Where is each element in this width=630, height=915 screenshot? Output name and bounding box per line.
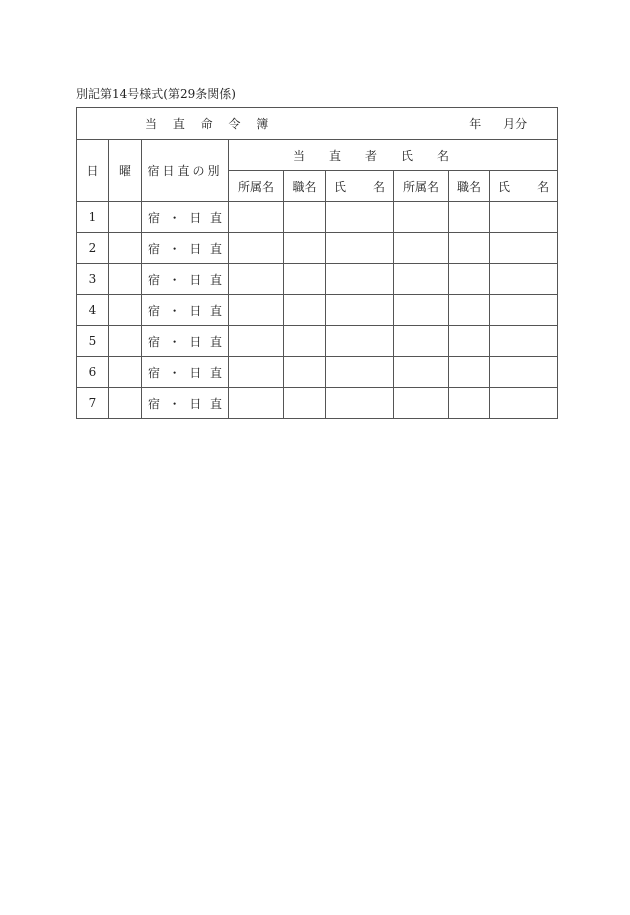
type-cell[interactable]	[142, 295, 229, 326]
type-b: 日	[189, 272, 202, 287]
weekday-cell[interactable]	[109, 295, 142, 326]
type-a: 宿	[148, 334, 161, 349]
month-label: 月分	[503, 117, 528, 131]
dept-cell[interactable]	[229, 357, 284, 388]
day-cell: 3	[77, 264, 109, 295]
position-cell[interactable]	[449, 295, 490, 326]
position-cell[interactable]	[284, 388, 326, 419]
name-cell[interactable]	[326, 388, 394, 419]
type-dot: ・	[168, 210, 181, 225]
type-b: 日	[189, 365, 202, 380]
header-type: 宿日直の別	[142, 140, 229, 202]
type-b: 日	[189, 241, 202, 256]
day-cell: 1	[77, 202, 109, 233]
dept-cell[interactable]	[394, 357, 449, 388]
type-c: 直	[209, 241, 222, 256]
type-cell[interactable]	[142, 264, 229, 295]
dept-cell[interactable]	[229, 264, 284, 295]
position-cell[interactable]	[449, 388, 490, 419]
duty-order-table	[76, 107, 558, 419]
position-cell[interactable]	[449, 326, 490, 357]
day-cell: 4	[77, 295, 109, 326]
type-a: 宿	[148, 396, 161, 411]
type-b: 日	[189, 210, 202, 225]
type-c: 直	[209, 210, 222, 225]
dept-cell[interactable]	[394, 295, 449, 326]
type-cell[interactable]	[142, 326, 229, 357]
position-cell[interactable]	[284, 202, 326, 233]
name-cell[interactable]	[326, 357, 394, 388]
name-b: 名	[537, 179, 550, 194]
table-row	[77, 357, 558, 388]
header-dept-1: 所属名	[229, 171, 284, 202]
dept-cell[interactable]	[394, 264, 449, 295]
position-cell[interactable]	[449, 233, 490, 264]
type-dot: ・	[168, 396, 181, 411]
weekday-cell[interactable]	[109, 326, 142, 357]
year-month-field	[469, 115, 527, 132]
type-a: 宿	[148, 272, 161, 287]
type-dot: ・	[168, 272, 181, 287]
table-row	[77, 326, 558, 357]
day-cell: 2	[77, 233, 109, 264]
dept-cell[interactable]	[229, 202, 284, 233]
dept-cell[interactable]	[394, 233, 449, 264]
name-cell[interactable]	[326, 326, 394, 357]
name-cell[interactable]	[490, 326, 558, 357]
dept-cell[interactable]	[394, 326, 449, 357]
position-cell[interactable]	[284, 295, 326, 326]
name-a: 氏	[334, 179, 347, 194]
year-label: 年	[469, 117, 482, 131]
name-cell[interactable]	[326, 264, 394, 295]
weekday-cell[interactable]	[109, 264, 142, 295]
position-cell[interactable]	[449, 357, 490, 388]
name-cell[interactable]	[490, 202, 558, 233]
weekday-cell[interactable]	[109, 233, 142, 264]
type-b: 日	[189, 396, 202, 411]
name-cell[interactable]	[326, 233, 394, 264]
weekday-cell[interactable]	[109, 388, 142, 419]
type-c: 直	[209, 365, 222, 380]
header-dept-2: 所属名	[394, 171, 449, 202]
position-cell[interactable]	[284, 326, 326, 357]
type-dot: ・	[168, 365, 181, 380]
position-cell[interactable]	[284, 233, 326, 264]
header-day: 日	[77, 140, 109, 202]
name-cell[interactable]	[490, 388, 558, 419]
header-position-1: 職名	[284, 171, 326, 202]
type-b: 日	[189, 334, 202, 349]
header-position-2: 職名	[449, 171, 490, 202]
type-c: 直	[209, 272, 222, 287]
type-c: 直	[209, 396, 222, 411]
type-cell[interactable]	[142, 233, 229, 264]
type-a: 宿	[148, 303, 161, 318]
day-cell: 7	[77, 388, 109, 419]
dept-cell[interactable]	[394, 202, 449, 233]
weekday-cell[interactable]	[109, 202, 142, 233]
table-row	[77, 295, 558, 326]
type-cell[interactable]	[142, 388, 229, 419]
dept-cell[interactable]	[229, 388, 284, 419]
type-a: 宿	[148, 241, 161, 256]
dept-cell[interactable]	[229, 326, 284, 357]
type-a: 宿	[148, 365, 161, 380]
position-cell[interactable]	[284, 357, 326, 388]
dept-cell[interactable]	[394, 388, 449, 419]
header-name-1	[326, 171, 394, 202]
name-cell[interactable]	[490, 357, 558, 388]
name-cell[interactable]	[326, 202, 394, 233]
table-row	[77, 202, 558, 233]
name-cell[interactable]	[490, 295, 558, 326]
position-cell[interactable]	[449, 264, 490, 295]
position-cell[interactable]	[284, 264, 326, 295]
register-title: 当 直 命 令 簿	[145, 117, 275, 131]
name-cell[interactable]	[490, 264, 558, 295]
type-b: 日	[189, 303, 202, 318]
dept-cell[interactable]	[229, 295, 284, 326]
day-cell: 6	[77, 357, 109, 388]
type-a: 宿	[148, 210, 161, 225]
name-cell[interactable]	[326, 295, 394, 326]
type-dot: ・	[168, 241, 181, 256]
type-c: 直	[209, 334, 222, 349]
header-weekday: 曜	[109, 140, 142, 202]
position-cell[interactable]	[449, 202, 490, 233]
header-name-2	[490, 171, 558, 202]
table-row	[77, 388, 558, 419]
name-b: 名	[372, 179, 385, 194]
name-cell[interactable]	[490, 233, 558, 264]
type-c: 直	[209, 303, 222, 318]
table-row	[77, 233, 558, 264]
type-cell[interactable]	[142, 202, 229, 233]
type-cell[interactable]	[142, 357, 229, 388]
dept-cell[interactable]	[229, 233, 284, 264]
header-duty-person: 当 直 者 氏 名	[229, 140, 558, 171]
form-caption: 別記第14号様式(第29条関係)	[76, 87, 236, 101]
name-a: 氏	[498, 179, 511, 194]
weekday-cell[interactable]	[109, 357, 142, 388]
type-dot: ・	[168, 303, 181, 318]
day-cell: 5	[77, 326, 109, 357]
type-dot: ・	[168, 334, 181, 349]
table-row	[77, 264, 558, 295]
